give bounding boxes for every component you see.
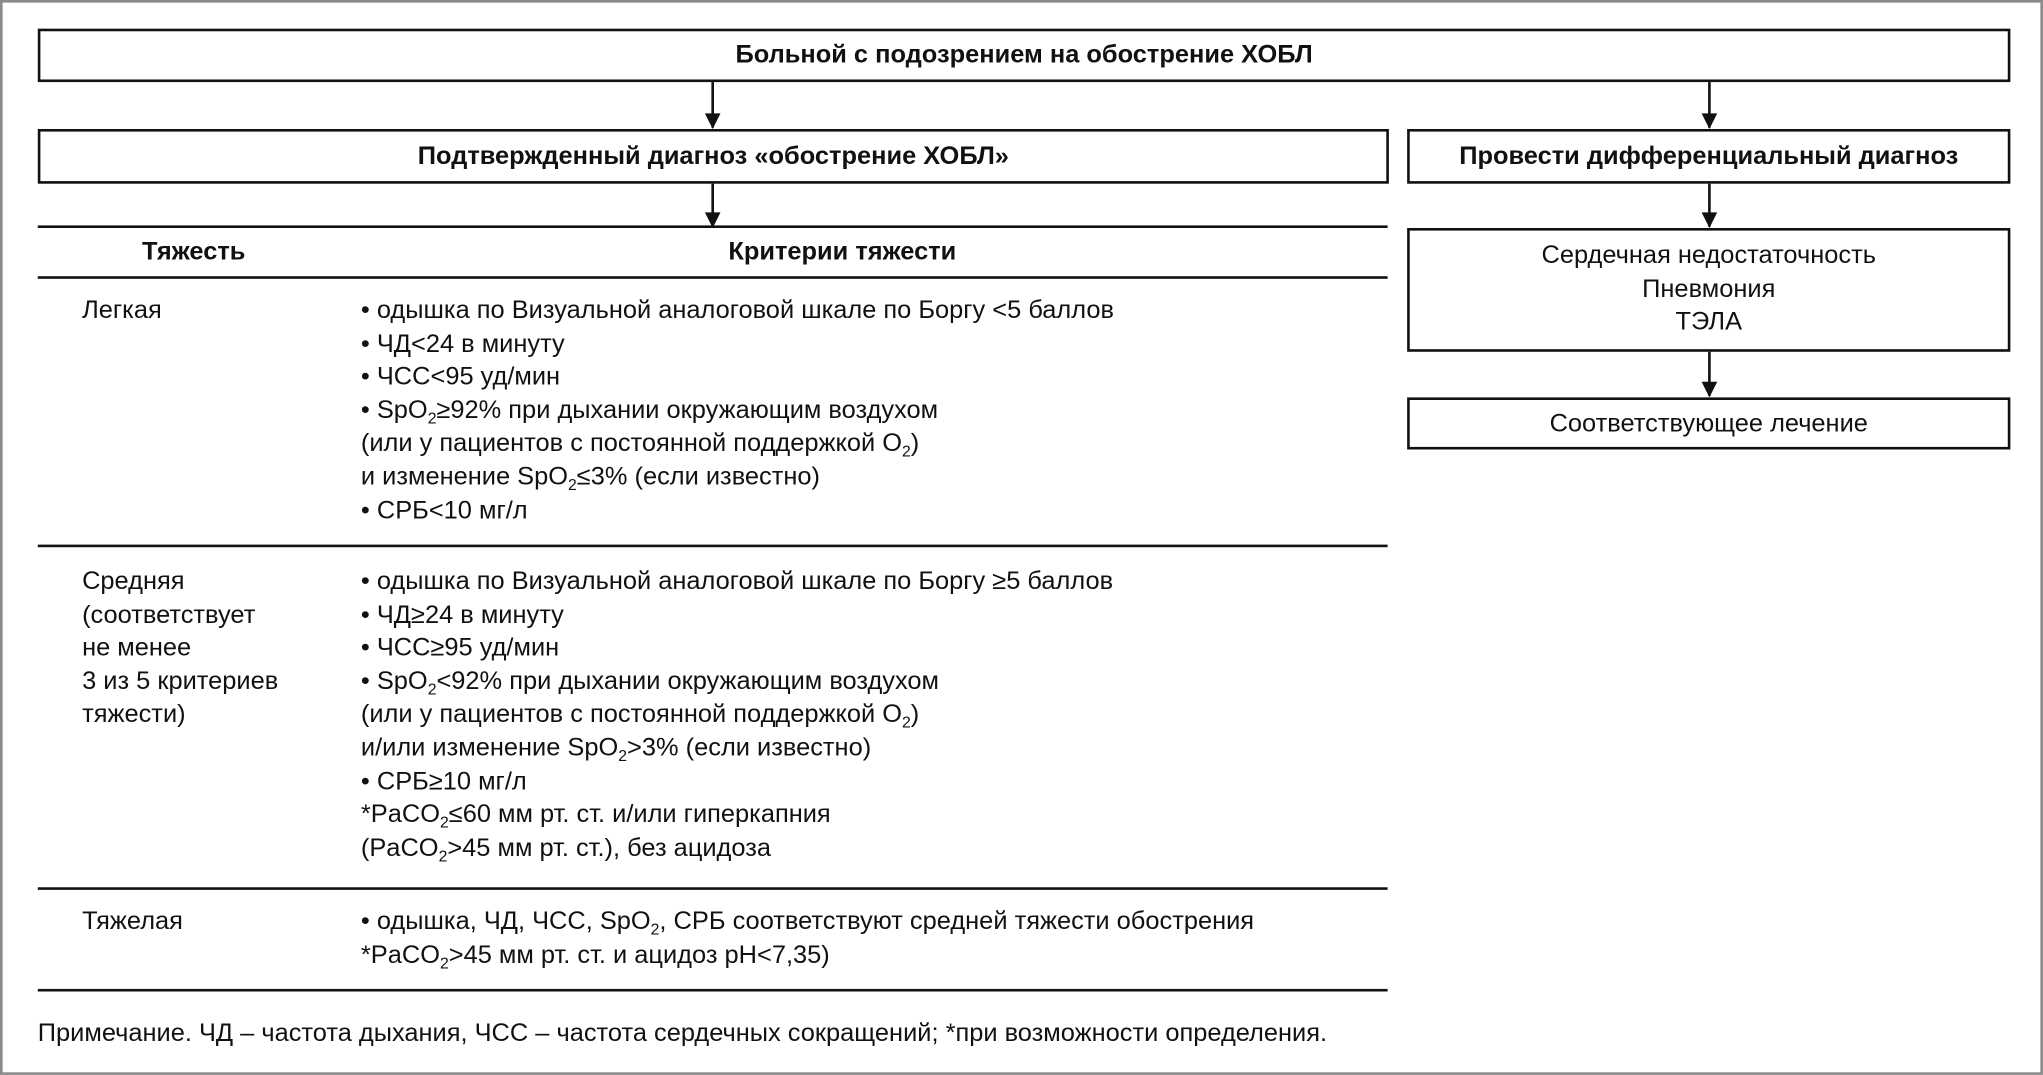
subscript: 2 [618,746,628,766]
subscript: 2 [902,442,911,461]
arrow-down-icon [1708,184,1711,227]
header-criteria: Критерии тяжести [728,237,957,266]
criteria-text: • ЧД<24 в минуту [360,329,565,358]
criteria-text: ) [910,700,920,729]
criteria-text: (или у пациентов с постоянной поддержкой O [360,700,903,729]
subscript: 2 [427,680,437,699]
severity-line: тяжести) [82,700,186,729]
criteria-text: *PaCO [360,940,440,969]
subscript: 2 [902,713,911,732]
subscript: 2 [438,846,448,866]
severity-line: Тяжелая [82,906,183,936]
criteria-cell [361,906,1254,973]
arrow-down-icon [711,184,714,227]
criteria-text: <92% при дыхании окружающим воздухом [436,666,940,696]
subscript: 2 [650,920,660,939]
severity-cell [82,294,162,327]
criteria-text: >45 мм рт. ст. и ацидоз pH<7,35) [448,940,830,969]
criteria-text: • ЧСС≥95 уд/мин [360,633,560,663]
criteria-text: , СРБ соответствуют средней тяжести обострения [659,906,1255,936]
differential-diagnosis-box: Провести дифференциальный диагноз [1407,129,2010,184]
subscript: 2 [427,409,437,428]
criteria-text: (или у пациентов с постоянной поддержкой O [360,429,903,458]
criteria-line [361,832,1113,865]
criteria-text: • SpO [360,395,428,425]
criteria-text: >45 мм рт. ст.), без ацидоза [447,833,772,863]
severity-line: Средняя [82,566,185,596]
criteria-line [361,939,1254,972]
criteria-line [361,766,1113,799]
criteria-text: ) [910,429,920,458]
criteria-line [361,599,1113,632]
row-divider [38,887,1388,890]
criteria-line [361,565,1113,598]
severity-line: 3 из 5 критериев [82,666,279,696]
criteria-line [361,428,1114,461]
criteria-text: • СРБ≥10 мг/л [360,766,527,796]
differential-list-box [1407,228,2010,352]
confirmed-diagnosis-box: Подтвержденный диагноз «обострение ХОБЛ» [38,129,1389,184]
header-severity: Тяжесть [142,237,246,266]
severity-line: не менее [82,633,192,663]
criteria-line [361,699,1113,732]
severity-line: Легкая [82,295,162,325]
criteria-text: • ЧСС<95 уд/мин [360,362,561,392]
criteria-line [361,361,1114,394]
subscript: 2 [568,475,577,495]
criteria-text: и изменение SpO [360,462,569,492]
criteria-text: ≤60 мм рт. ст. и/или гиперкапния [448,800,831,829]
subscript: 2 [439,953,449,972]
criteria-text: • одышка, ЧД, ЧСС, SpO [360,906,651,936]
table-bottom-rule [38,989,1388,992]
criteria-text: и/или изменение SpO [360,733,619,763]
treatment-box: Соответствующее лечение [1407,397,2010,449]
severity-line: (соответствует [82,600,256,629]
criteria-text: • СРБ<10 мг/л [360,495,528,525]
arrow-down-icon [711,82,714,128]
criteria-line [361,906,1254,939]
criteria-line [361,461,1114,494]
footnote: Примечание. ЧД – частота дыхания, ЧСС – частота сердечных сокращений; *при возможности определения. [37,1018,1328,1048]
suspected-exacerbation-box: Больной с подозрением на обострение ХОБЛ [38,29,2011,82]
criteria-line [361,394,1114,427]
criteria-line [361,732,1113,765]
criteria-text: • SpO [360,666,428,696]
criteria-line [361,799,1113,832]
criteria-text: • ЧД≥24 в минуту [360,600,564,629]
arrow-down-icon [1708,352,1711,396]
criteria-cell [361,565,1113,865]
criteria-text: >3% (если известно) [627,733,872,763]
criteria-text: • одышка по Визуальной аналоговой шкале по Боргу ≥5 баллов [360,566,1114,596]
table-top-rule [38,225,1388,228]
subscript: 2 [439,813,449,832]
table-header-rule [38,276,1388,279]
criteria-text: • одышка по Визуальной аналоговой шкале по Боргу <5 баллов [360,295,1114,325]
criteria-text: (PaCO [360,833,439,863]
criteria-line [361,665,1113,698]
criteria-text: *PaCO [360,800,440,829]
differential-item: Сердечная недостаточность [1541,241,1876,270]
criteria-cell [361,294,1114,527]
criteria-text: ≥92% при дыхании окружающим воздухом [436,395,939,425]
arrow-down-icon [1708,82,1711,128]
row-divider [38,545,1388,548]
criteria-line [361,632,1113,665]
criteria-line [361,294,1114,327]
criteria-text: ≤3% (если известно) [576,462,821,492]
severity-cell [82,565,278,732]
criteria-line [361,495,1114,528]
differential-item: ТЭЛА [1675,307,1743,337]
criteria-line [361,328,1114,361]
severity-cell [82,906,183,939]
differential-item: Пневмония [1642,274,1776,304]
